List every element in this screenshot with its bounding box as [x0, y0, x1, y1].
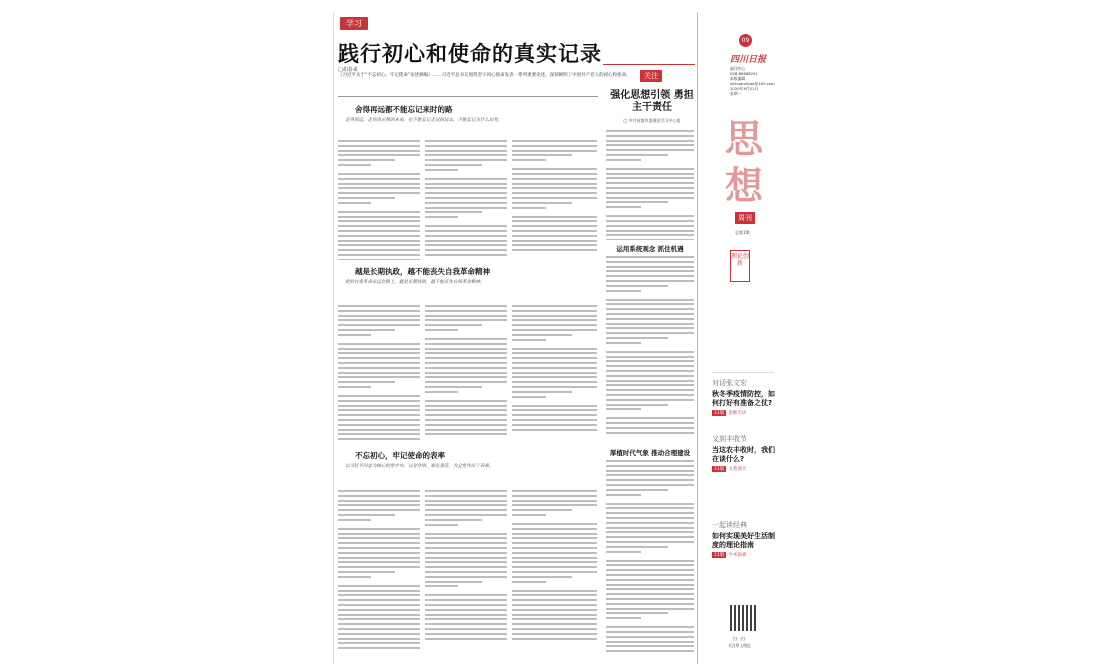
- body-column: [425, 490, 507, 660]
- weekly-label: 周刊: [735, 212, 755, 224]
- toc-page-text-2: ·文苑谈天: [727, 467, 747, 472]
- body-column: [338, 305, 420, 445]
- toc-page-badge-1: 11版: [714, 411, 725, 416]
- body-column: [338, 490, 420, 660]
- toc-title-1[interactable]: 秋冬季疫情防控，如何打好有准备之仗?: [712, 390, 775, 407]
- side-article-byline: □ 中共成都市委理论学习中心组: [623, 118, 681, 123]
- section-heading-1: 舍得再远都不能忘记来时的路: [355, 105, 453, 114]
- body-column: [338, 140, 420, 260]
- page-left-edge: [333, 12, 334, 664]
- masthead-char-xiang: 想: [725, 163, 764, 208]
- toc-page-text-3: ·学术探索: [727, 553, 747, 558]
- section-heading-3: 不忘初心，牢记使命的表率: [355, 451, 445, 460]
- paper-logo: 四川日报: [730, 55, 767, 65]
- toc-lead-3: 一起读经典: [712, 521, 747, 529]
- body-column: [512, 140, 597, 260]
- toc-divider: [712, 372, 774, 373]
- qr-code-icon[interactable]: [730, 605, 756, 631]
- section-intro-1: 走得再远、走到再光辉的未来，也不能忘记走过的过去，不能忘记为什么出发。: [345, 118, 503, 123]
- lead-divider: [338, 96, 598, 97]
- section-heading-2: 越是长期执政，越不能丧失自我革命精神: [355, 267, 490, 276]
- section-intro-2: 党的自我革命永远在路上，越是长期执政，越不能丧失自我革命精神。: [345, 280, 485, 285]
- toc-lead-1: 对话张文宏: [712, 379, 747, 387]
- theory-innovation-badge: 理论创新: [730, 250, 750, 282]
- side-body-column: [606, 130, 694, 240]
- issue-number: 总第1期: [735, 230, 750, 235]
- body-column: [512, 305, 597, 445]
- side-article-title: 强化思想引领 勇担主干责任: [610, 90, 694, 113]
- toc-title-3[interactable]: 如何实现美好生活制度的理论指南: [712, 532, 775, 549]
- side-body-column: [606, 256, 694, 446]
- body-column: [425, 305, 507, 445]
- side-article-rule: [603, 64, 695, 65]
- body-column: [512, 490, 597, 660]
- toc-page-badge-2: 11版: [714, 467, 725, 472]
- masthead-meta: 副刊中心 028-86968241 本版编辑 sichuanribao@163.com 2020年9月21日 星期一: [730, 66, 775, 96]
- body-column: [425, 140, 507, 260]
- toc-lead-2: 又到丰收节: [712, 435, 747, 443]
- qr-caption: 扫一扫: [733, 636, 745, 641]
- article-byline: □胡春来: [338, 67, 358, 73]
- side-subhead-1: 运用系统观念 抓住机遇: [616, 245, 684, 253]
- side-article-tag: 关注: [640, 70, 662, 82]
- toc-page-badge-3: 11版: [714, 553, 725, 558]
- toc-page-text-1: ·思维专访: [727, 411, 747, 416]
- column-divider: [697, 12, 698, 664]
- article-title: 践行初心和使命的真实记录: [338, 41, 602, 66]
- article-lead: 《习近平关于“不忘初心、牢记使命”论述摘编》……习近平总书记围绕坚守初心使命发表一系列重要论述，深刻阐明了中国共产党人的初心和使命。: [338, 73, 631, 78]
- side-body-column: [606, 460, 694, 660]
- section-tag: 学习: [340, 17, 368, 30]
- section-intro-3: 以习近平同志为核心的党中央，以身作则、率先垂范，为全党作出了表率。: [345, 464, 494, 469]
- page-number-badge: 09: [739, 34, 752, 47]
- toc-title-2[interactable]: 当这农丰收时，我们在谈什么?: [712, 446, 775, 463]
- masthead-char-si: 思: [725, 116, 764, 161]
- side-subhead-2: 厚植时代气象 推动合理建设: [609, 449, 691, 457]
- qr-caption-sub: 关注掌上理论: [728, 643, 751, 648]
